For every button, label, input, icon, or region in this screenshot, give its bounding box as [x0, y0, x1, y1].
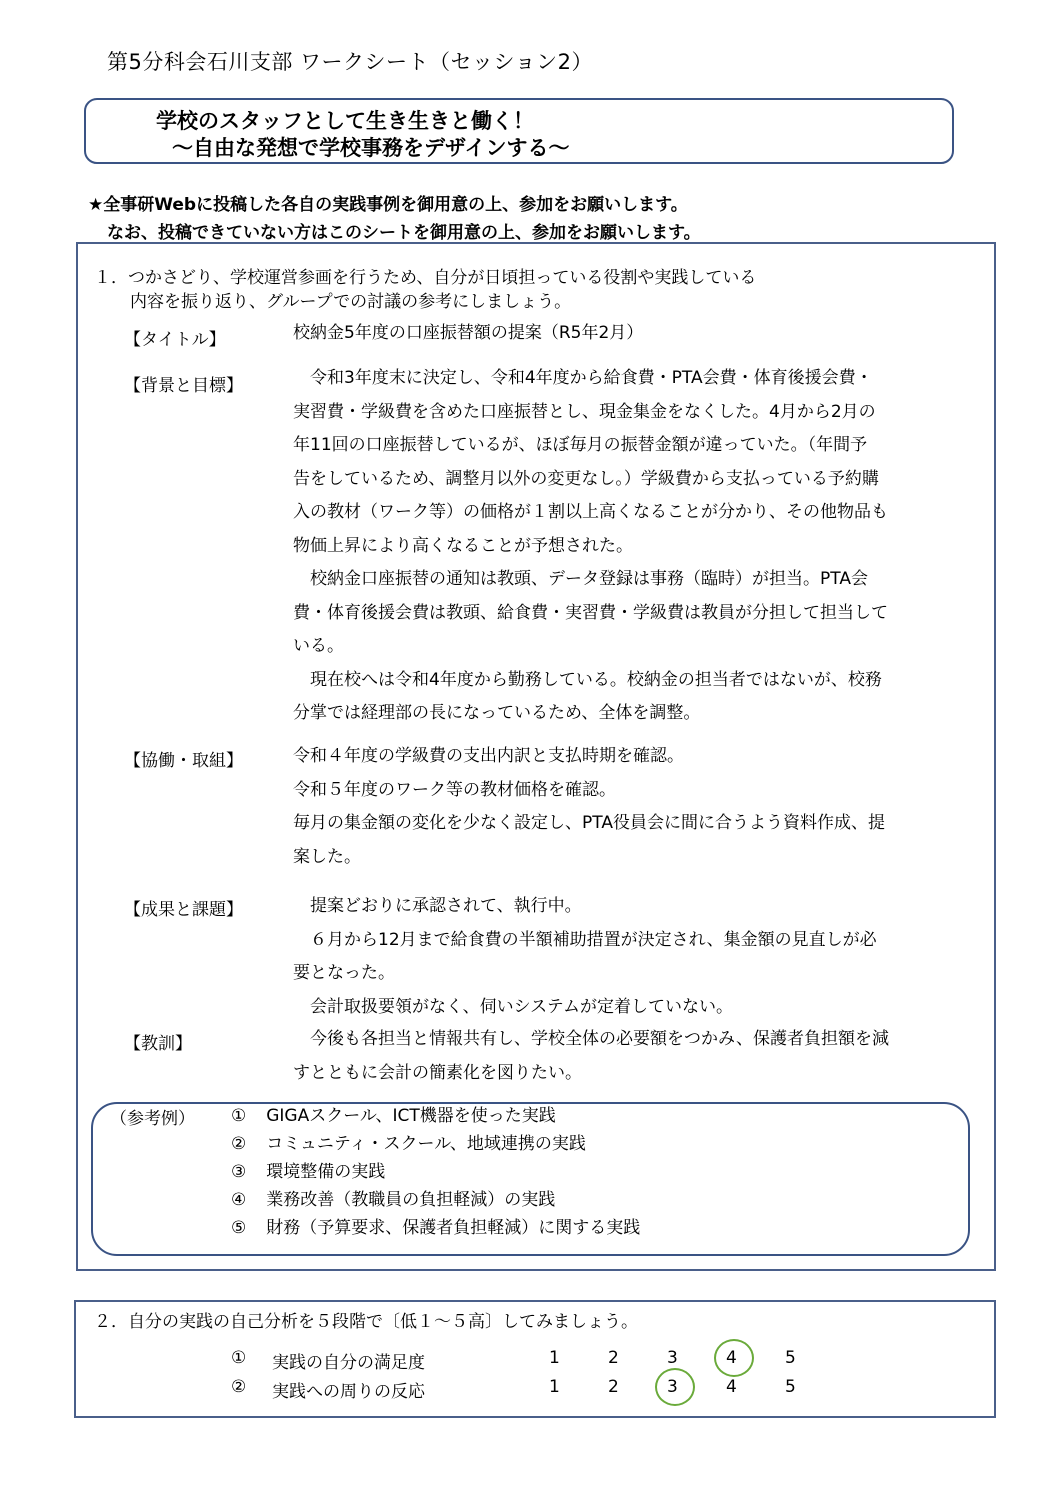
score-option-1[interactable]: 1 [549, 1377, 560, 1397]
score-option-2[interactable]: 2 [608, 1377, 619, 1397]
content-line: 令和４年度の学級費の支出内訳と支払時期を確認。 [293, 746, 684, 766]
content-line: ６月から12月まで給食費の半額補助措置が決定され、集金額の見直しが必 [293, 929, 877, 950]
content-line: 提案どおりに承認されて、執行中。 [293, 896, 582, 916]
score-row-reaction [0, 1377, 1058, 1405]
row-label: 実践への周りの反応 [272, 1382, 425, 1402]
item-label-title: 【タイトル】 [124, 330, 226, 350]
content-line: 校納金口座振替の通知は教頭、データ登録は事務（臨時）が担当。PTA会 [293, 569, 868, 589]
title-line-2: ～自由な発想で学校事務をデザインする～ [172, 136, 570, 160]
selected-circle-row-2 [655, 1368, 695, 1406]
reference-label: （参考例） [110, 1109, 195, 1129]
section-1-intro-line-1: １．つかさどり、学校運営参画を行うため、自分が日頃担っている役割や実践している [94, 268, 757, 288]
item-label-lessons: 【教訓】 [124, 1034, 192, 1054]
reference-item: ① GIGAスクール、ICT機器を使った実践 [231, 1106, 556, 1126]
score-option-1[interactable]: 1 [549, 1348, 560, 1368]
selected-circle-row-1 [714, 1339, 754, 1377]
content-line: 令和3年度末に決定し、令和4年度から給食費・PTA会費・体育後援会費・ [293, 368, 873, 388]
content-line: 年11回の口座振替しているが、ほぼ毎月の振替金額が違っていた。（年間予 [293, 435, 868, 455]
score-option-3[interactable]: 3 [667, 1377, 678, 1397]
score-option-4[interactable]: 4 [726, 1377, 737, 1397]
row-label: 実践の自分の満足度 [272, 1353, 425, 1373]
content-line: 案した。 [293, 846, 361, 867]
item-label-results: 【成果と課題】 [124, 900, 243, 920]
content-line: 物価上昇により高くなることが予想された。 [293, 535, 633, 556]
content-line: 費・体育後援会費は教頭、給食費・実習費・学級費は教員が分担して担当して [293, 602, 888, 623]
score-row-satisfaction [0, 1348, 1058, 1376]
score-option-5[interactable]: 5 [785, 1377, 796, 1397]
score-option-2[interactable]: 2 [608, 1348, 619, 1368]
content-line: 入の教材（ワーク等）の価格が１割以上高くなることが分かり、その他物品も [293, 502, 888, 522]
reference-item: ⑤ 財務（予算要求、保護者負担軽減）に関する実践 [231, 1218, 641, 1238]
item-content-results [293, 890, 988, 1024]
score-option-4[interactable]: 4 [726, 1348, 737, 1368]
item-label-collaboration: 【協働・取組】 [124, 751, 243, 771]
content-line: 会計取扱要領がなく、伺いシステムが定着していない。 [293, 996, 733, 1017]
title-line-1: 学校のスタッフとして生き生きと働く！ [156, 109, 534, 133]
item-content-background [293, 362, 988, 731]
notice-line-1: ★全事研Webに投稿した各自の実践事例を御用意の上、参加をお願いします。 [88, 195, 688, 215]
content-line: 令和５年度のワーク等の教材価格を確認。 [293, 779, 616, 800]
item-content-lessons [293, 1023, 988, 1090]
content-line: 現在校へは令和4年度から勤務している。校納金の担当者ではないが、校務 [293, 669, 882, 690]
section-2-intro: ２．自分の実践の自己分析を５段階で〔低１～５高〕してみましょう。 [94, 1312, 638, 1332]
item-content-title [293, 317, 988, 351]
notice-line-2: なお、投稿できていない方はこのシートを御用意の上、参加をお願いします。 [107, 223, 701, 243]
score-option-5[interactable]: 5 [785, 1348, 796, 1368]
row-number: ② [231, 1377, 247, 1397]
content-line: 今後も各担当と情報共有し、学校全体の必要額をつかみ、保護者負担額を減 [293, 1029, 890, 1049]
item-label-background: 【背景と目標】 [124, 376, 243, 396]
reference-item: ④ 業務改善（教職員の負担軽減）の実践 [231, 1190, 556, 1210]
content-line: 毎月の集金額の変化を少なく設定し、PTA役員会に間に合うよう資料作成、提 [293, 813, 885, 833]
content-line: 校納金5年度の口座振替額の提案（R5年2月） [293, 323, 644, 343]
content-line: 分掌では経理部の長になっているため、全体を調整。 [293, 703, 701, 723]
reference-item: ③ 環境整備の実践 [231, 1162, 386, 1182]
content-line: すとともに会計の簡素化を図りたい。 [293, 1062, 582, 1083]
score-option-3[interactable]: 3 [667, 1348, 678, 1368]
reference-list [231, 1102, 640, 1242]
content-line: 要となった。 [293, 963, 395, 983]
row-number: ① [231, 1348, 247, 1368]
content-line: いる。 [293, 636, 344, 656]
content-line: 実習費・学級費を含めた口座振替とし、現金集金をなくした。4月から2月の [293, 401, 876, 422]
page-header: 第5分科会石川支部 ワークシート（セッション2） [107, 50, 593, 74]
reference-item: ② コミュニティ・スクール、地域連携の実践 [231, 1134, 586, 1154]
content-line: 告をしているため、調整月以外の変更なし。）学級費から支払っている予約購 [293, 468, 879, 489]
item-content-collaboration [293, 740, 988, 874]
section-1-intro-line-2: 内容を振り返り、グループでの討議の参考にしましょう。 [130, 292, 572, 312]
